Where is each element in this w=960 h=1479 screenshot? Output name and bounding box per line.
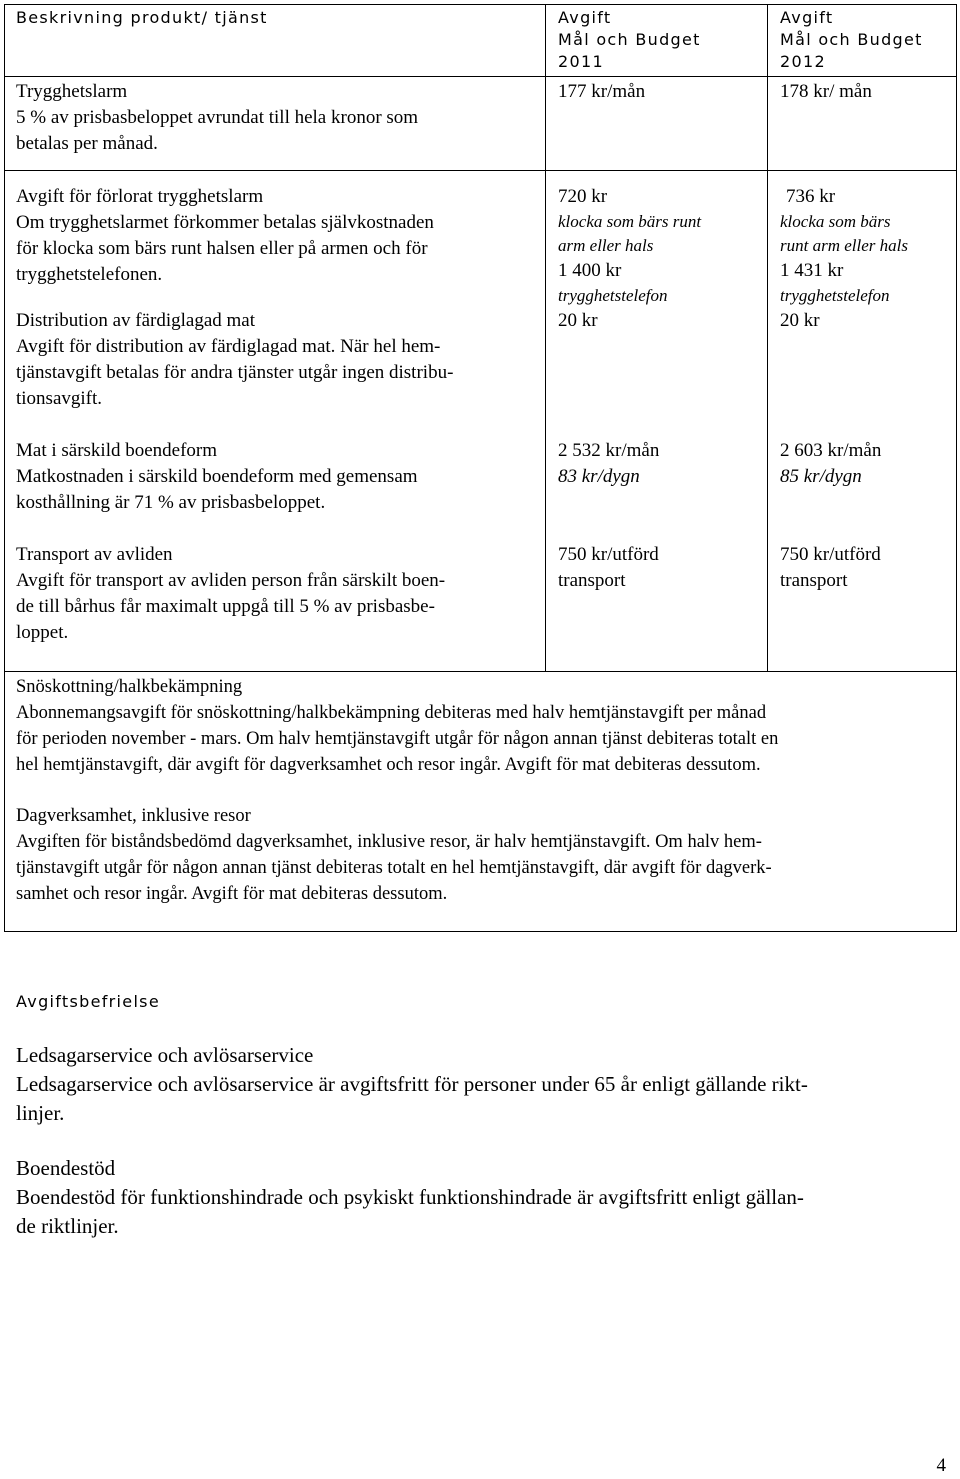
row-transport-2011 xyxy=(558,542,659,594)
row-title: Mat i särskild boendeform xyxy=(16,440,218,461)
row-text: loppet. xyxy=(16,622,69,643)
section-title: Boendestöd xyxy=(16,1156,116,1180)
row-text: betalas per månad. xyxy=(16,133,158,154)
row-text: för perioden november - mars. Om halv hemtjänstavgift utgår för någon annan tjänst debiteras totalt en xyxy=(16,729,779,749)
row-title: Avgift för förlorat trygghetslarm xyxy=(16,186,264,207)
row-text: Avgift för transport av avliden person från särskilt boen- xyxy=(16,570,446,591)
column-divider-2 xyxy=(767,4,768,671)
row-title: Snöskottning/halkbekämpning xyxy=(16,677,243,697)
row-forlorat-desc xyxy=(16,184,434,288)
header-2011 xyxy=(558,7,701,73)
value: 2 603 kr/mån xyxy=(780,440,882,461)
row-text: kosthållning är 71 % av prisbasbeloppet. xyxy=(16,492,326,513)
row-title: Distribution av färdiglagad mat xyxy=(16,310,256,331)
row-snoskottning xyxy=(16,674,946,778)
section-text: de riktlinjer. xyxy=(16,1214,119,1238)
value: 750 kr/utförd xyxy=(780,544,881,565)
row-text: för klocka som bärs runt halsen eller på armen och för xyxy=(16,238,428,259)
row-text: Matkostnaden i särskild boendeform med gemensam xyxy=(16,466,418,487)
row-divider-1 xyxy=(4,170,957,171)
row-divider-header xyxy=(4,76,957,77)
row-forlorat-2012 xyxy=(780,184,908,308)
header-2011-line3: 2011 xyxy=(558,52,604,71)
row-mat-2012 xyxy=(780,438,881,490)
row-mat-2011 xyxy=(558,438,659,490)
value-note: trygghetstelefon xyxy=(558,286,668,305)
row-forlorat-2011 xyxy=(558,184,701,308)
header-2012-line2: Mål och Budget xyxy=(780,30,923,49)
header-2011-line2: Mål och Budget xyxy=(558,30,701,49)
value-note: runt arm eller hals xyxy=(780,236,908,255)
row-title: Dagverksamhet, inklusive resor xyxy=(16,806,251,826)
row-trygghetslarm-2011: 177 kr/mån xyxy=(558,81,646,102)
value: 1 400 kr xyxy=(558,260,622,281)
row-distribution-desc xyxy=(16,308,453,412)
section-text: linjer. xyxy=(16,1101,65,1125)
row-title: Transport av avliden xyxy=(16,544,173,565)
row-text: hel hemtjänstavgift, där avgift för dagverksamhet och resor ingår. Avgift för mat debiteras dessutom. xyxy=(16,755,761,775)
row-text: Om trygghetslarmet förkommer betalas självkostnaden xyxy=(16,212,434,233)
section-boendestod xyxy=(16,1154,946,1241)
value: 720 kr xyxy=(558,186,608,207)
value: transport xyxy=(558,570,626,591)
value-note: arm eller hals xyxy=(558,236,654,255)
header-description: Beskrivning produkt/ tjänst xyxy=(16,8,268,27)
value: 736 kr xyxy=(786,186,836,207)
value-note: klocka som bärs runt xyxy=(558,212,702,231)
value: transport xyxy=(780,570,848,591)
value: 2 532 kr/mån xyxy=(558,440,660,461)
value-note: klocka som bärs xyxy=(780,212,891,231)
section-text: Ledsagarservice och avlösarservice är avgiftsfritt för personer under 65 år enligt gällande rikt- xyxy=(16,1072,808,1096)
row-mat-desc xyxy=(16,438,418,516)
value: 1 431 kr xyxy=(780,260,844,281)
row-distribution-2011: 20 kr xyxy=(558,310,598,331)
value-note: 83 kr/dygn xyxy=(558,466,640,487)
value-note: 85 kr/dygn xyxy=(780,466,862,487)
section-title: Ledsagarservice och avlösarservice xyxy=(16,1043,314,1067)
row-divider-2 xyxy=(4,671,957,672)
header-2012-line1: Avgift xyxy=(780,8,834,27)
row-dagverksamhet xyxy=(16,803,946,907)
row-text: Abonnemangsavgift för snöskottning/halkbekämpning debiteras med halv hemtjänstavgift per månad xyxy=(16,703,767,723)
section-ledsagarservice xyxy=(16,1041,946,1128)
row-text: tionsavgift. xyxy=(16,388,103,409)
header-2012-line3: 2012 xyxy=(780,52,826,71)
row-text: tjänstavgift utgår för någon annan tjänst debiteras totalt en hel hemtjänstavgift, där avgift för dagverk- xyxy=(16,858,772,878)
row-transport-2012 xyxy=(780,542,881,594)
row-trygghetslarm-desc xyxy=(16,79,418,157)
row-text: samhet och resor ingår. Avgift för mat debiteras dessutom. xyxy=(16,884,448,904)
section-text: Boendestöd för funktionshindrade och psykiskt funktionshindrade är avgiftsfritt enligt gällan- xyxy=(16,1185,804,1209)
section-heading-avgiftsbefrielse: Avgiftsbefrielse xyxy=(16,992,160,1011)
header-2012 xyxy=(780,7,923,73)
row-text: Avgiften för biståndsbedömd dagverksamhet, inklusive resor, är halv hemtjänstavgift. Om halv hem- xyxy=(16,832,762,852)
column-divider-1 xyxy=(545,4,546,671)
row-distribution-2012: 20 kr xyxy=(780,310,820,331)
page-number: 4 xyxy=(936,1455,946,1476)
value: 750 kr/utförd xyxy=(558,544,659,565)
header-2011-line1: Avgift xyxy=(558,8,612,27)
row-title: Trygghetslarm xyxy=(16,81,128,102)
row-text: Avgift för distribution av färdiglagad mat. När hel hem- xyxy=(16,336,441,357)
value-note: trygghetstelefon xyxy=(780,286,890,305)
row-trygghetslarm-2012: 178 kr/ mån xyxy=(780,81,872,102)
row-transport-desc xyxy=(16,542,445,646)
row-text: tjänstavgift betalas för andra tjänster utgår ingen distribu- xyxy=(16,362,454,383)
row-text: trygghetstelefonen. xyxy=(16,264,163,285)
row-text: de till bårhus får maximalt uppgå till 5 % av prisbasbe- xyxy=(16,596,435,617)
row-text: 5 % av prisbasbeloppet avrundat till hela kronor som xyxy=(16,107,419,128)
